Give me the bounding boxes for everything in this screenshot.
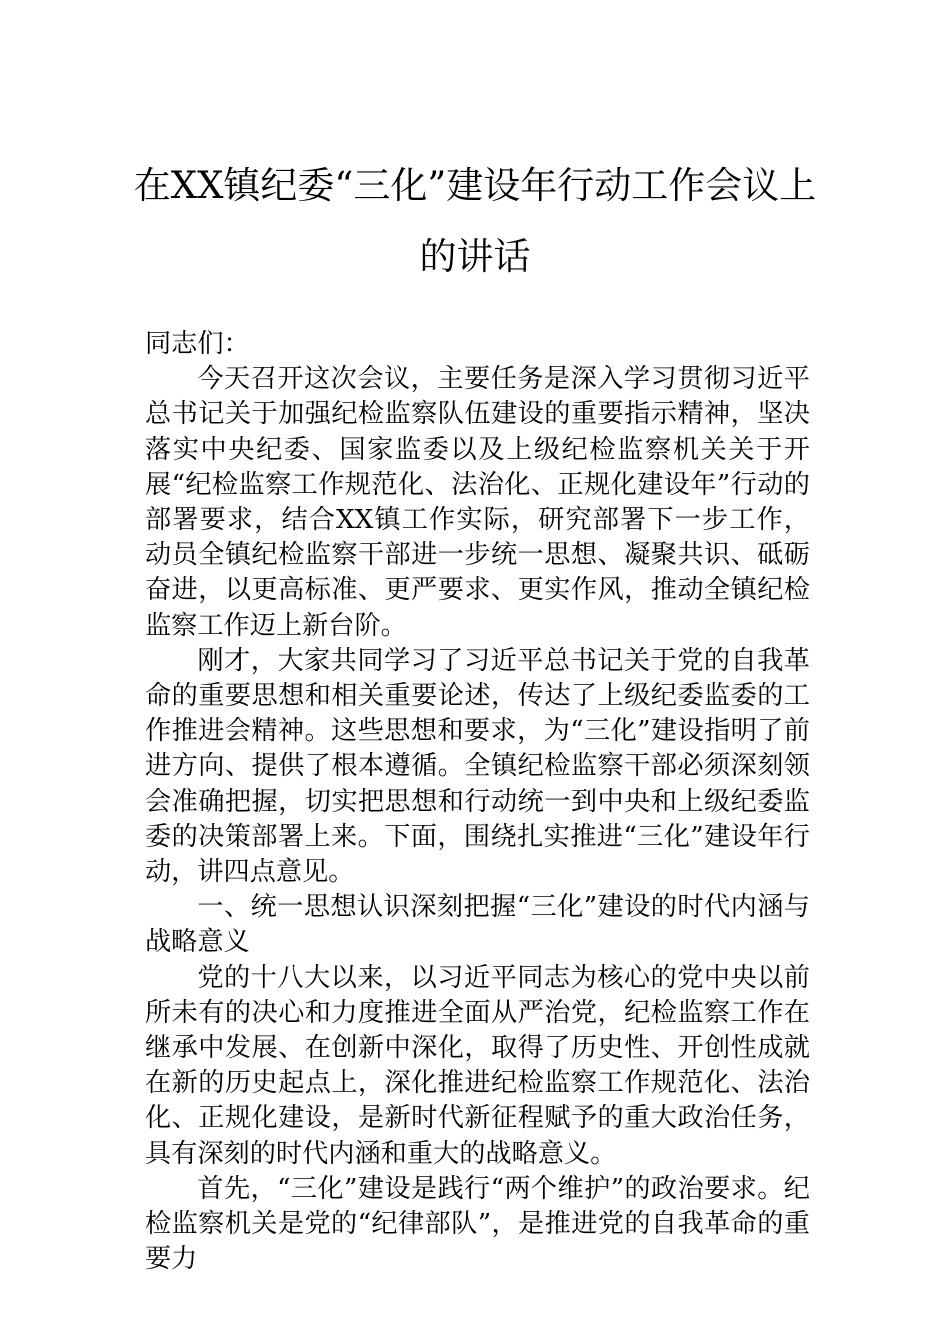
paragraph-1: 今天召开这次会议，主要任务是深入学习贯彻习近平总书记关于加强纪检监察队伍建设的重要指示精神，坚决落实中央纪委、国家监委以及上级纪检监察机关关于开展“纪检监察工作规范化、法治化、正规化建设年”行动的部署要求，结合XX镇工作实际，研究部署下一步工作，动员全镇纪检监察干部进一步统一思想、凝聚共识、砥砺奋进，以更高标准、更严要求、更实作风，推动全镇纪检监察工作迈上新台阶。 bbox=[145, 364, 810, 641]
section-heading: 一、统一思想认识深刻把握“三化”建设的时代内涵与战略意义 bbox=[145, 892, 810, 958]
document-body bbox=[145, 327, 810, 1277]
paragraph-2: 刚才，大家共同学习了习近平总书记关于党的自我革命的重要思想和相关重要论述，传达了上级纪委监委的工作推进会精神。这些思想和要求，为“三化”建设指明了前进方向、提供了根本遵循。全镇纪检监察干部必须深刻领会准确把握，切实把思想和行动统一到中央和上级纪委监委的决策部署上来。下面，围绕扎实推进“三化”建设年行动，讲四点意见。 bbox=[145, 645, 810, 888]
section-paragraph-2: 首先，“三化”建设是践行“两个维护”的政治要求。纪检监察机关是党的“纪律部队”，是推进党的自我革命的重要力 bbox=[145, 1173, 810, 1275]
document-title-line-1: 在XX镇纪委“三化”建设年行动工作会议上 bbox=[133, 164, 817, 207]
document-title-line-2: 的讲话 bbox=[419, 235, 531, 278]
section-paragraph-1: 党的十八大以来，以习近平同志为核心的党中央以前所未有的决心和力度推进全面从严治党，纪检监察工作在继承中发展、在创新中深化，取得了历史性、开创性成就在新的历史起点上，深化推进纪检监察工作规范化、法治化、正规化建设，是新时代新征程赋予的重大政治任务，具有深刻的时代内涵和重大的战略意义。 bbox=[145, 962, 810, 1169]
salutation: 同志们： bbox=[145, 329, 250, 359]
